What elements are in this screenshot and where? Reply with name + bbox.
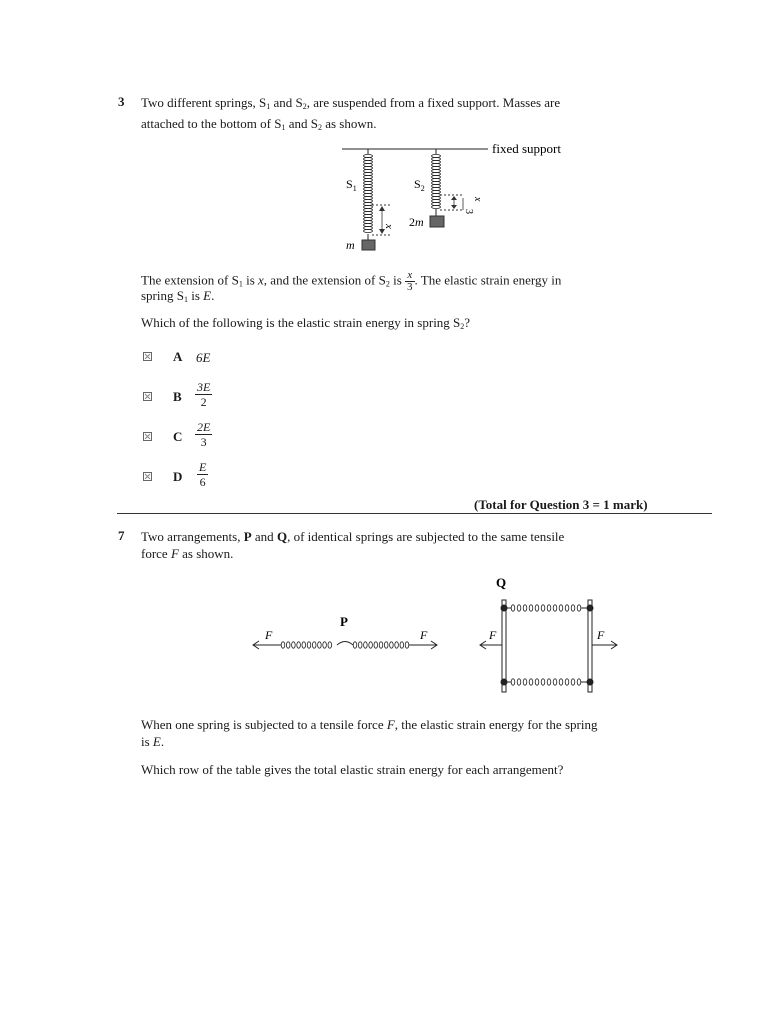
question-7-info [141, 716, 597, 750]
spring-coil [369, 642, 373, 648]
option-c-fraction: $\frac{2E}{3}$ [197, 420, 211, 449]
q7-bold: P [243, 529, 252, 544]
q3-text: and S [270, 95, 303, 110]
q3-text: is [187, 288, 204, 303]
spring-coil [328, 642, 332, 648]
spring-coil [541, 605, 545, 611]
spring-coil [565, 679, 569, 685]
q3-text: ? [464, 315, 471, 330]
spring-coil [571, 605, 575, 611]
option-d-letter: D [173, 469, 183, 484]
s2-ext-den: 3 [463, 209, 474, 214]
q3-text: Which of the following is the elastic strain energy in spring S [141, 315, 461, 330]
q3-sub: 1 [266, 102, 271, 111]
force-right-p: F [420, 628, 428, 642]
q3-text: is [242, 272, 259, 288]
spring-s1 [364, 154, 373, 232]
q3-text: , and the extension of S [263, 272, 386, 288]
spring-coil [379, 642, 383, 648]
arrangements-diagram [245, 572, 635, 696]
option-d-checkbox[interactable] [143, 472, 152, 481]
mass-m [362, 240, 375, 250]
p-label: P [340, 614, 348, 629]
question-3-prompt [141, 314, 470, 335]
springs-diagram [330, 138, 580, 258]
q3-sub: 2 [302, 102, 307, 111]
q3-text: spring S [141, 288, 184, 303]
question-7-number: 7 [118, 528, 125, 543]
option-a-value: 6E [196, 350, 211, 365]
spring-coil [395, 642, 399, 648]
question-3-total: (Total for Question 3 = 1 mark) [474, 497, 648, 512]
option-a-letter: A [173, 349, 183, 364]
spring-coil [517, 605, 521, 611]
spring-p2 [353, 642, 409, 648]
force-left-p: F [265, 628, 273, 642]
spring-coil [323, 642, 327, 648]
spring-coil [523, 605, 527, 611]
ext-fraction: $\frac{x}{3}$ [407, 269, 413, 293]
question-3-number: 3 [118, 94, 125, 109]
q3-text: and S [285, 116, 318, 131]
option-c-checkbox[interactable] [143, 432, 152, 441]
spring-coil [565, 605, 569, 611]
s2-ext-num: x [472, 197, 483, 202]
spring-coil [286, 642, 290, 648]
option-b-checkbox[interactable] [143, 392, 152, 401]
force-right-q: F [597, 628, 605, 642]
q7-text: force [141, 546, 171, 561]
spring-coil [541, 679, 545, 685]
force-left-q: F [489, 628, 497, 642]
spring-coil [400, 642, 404, 648]
q3-text: , are suspended from a fixed support. Masses are [306, 95, 561, 110]
q3-text: attached to the bottom of S [141, 116, 282, 131]
spring-coil [374, 642, 378, 648]
spring-coil [511, 605, 515, 611]
q7-var: F [386, 717, 395, 732]
question-7-stem [141, 528, 564, 562]
option-b-fraction: $\frac{3E}{2}$ [197, 380, 211, 409]
q3-sub: 2 [460, 322, 465, 331]
mass-m-label: m [346, 238, 355, 252]
q3-text: . The elastic strain energy in [414, 272, 562, 288]
option-b-letter: B [173, 389, 182, 404]
q7-text: When one spring is subjected to a tensile force [141, 717, 387, 732]
spring-coil [523, 679, 527, 685]
spring-coil [405, 642, 409, 648]
spring-coil [353, 642, 357, 648]
q7-text: is [141, 734, 153, 749]
q7-var: E [152, 734, 161, 749]
q7-text: as shown. [178, 546, 234, 561]
spring-coil [302, 642, 306, 648]
mass-2m-label: 2m [409, 215, 424, 229]
q7-text: Two arrangements, [141, 529, 244, 544]
q3-text: is [389, 272, 406, 288]
q3-text: as shown. [321, 116, 377, 131]
option-c-letter: C [173, 429, 183, 444]
spring-coil [517, 679, 521, 685]
spring-coil [384, 642, 388, 648]
q3-sub: 2 [317, 123, 322, 132]
spring-coil [529, 605, 533, 611]
spring-coil [535, 605, 539, 611]
spring-coil [511, 679, 515, 685]
spring-coil [318, 642, 322, 648]
spring-coil [571, 679, 575, 685]
spring-coil [547, 605, 551, 611]
spring-coil [390, 642, 394, 648]
option-d-fraction: $\frac{E}{6}$ [199, 460, 207, 489]
spring-coil [297, 642, 301, 648]
spring-coil [559, 679, 563, 685]
spring-coil [553, 605, 557, 611]
q3-sub: 1 [238, 279, 243, 289]
spring-p1 [281, 642, 331, 648]
q7-text: , the elastic strain energy for the spring [394, 717, 598, 732]
spring-q-top [506, 605, 588, 611]
spring-coil [559, 605, 563, 611]
spring-coil [281, 642, 285, 648]
question-7-prompt: Which row of the table gives the total elastic strain energy for each arrangement? [141, 762, 564, 777]
section-divider [117, 513, 712, 514]
q3-sub: 2 [385, 279, 390, 289]
q7-text: and [251, 529, 277, 544]
q3-text: Two different springs, S [141, 95, 267, 110]
option-a-checkbox[interactable] [143, 352, 152, 361]
question-3-extension-text-2 [141, 287, 214, 308]
q7-text: . [160, 734, 165, 749]
spring-coil [312, 642, 316, 648]
spring-coil [358, 642, 362, 648]
mass-2m [430, 216, 444, 227]
q-right-bar [588, 600, 592, 692]
spring-coil [535, 679, 539, 685]
q7-var: F [170, 546, 179, 561]
spring-coil [553, 679, 557, 685]
q-left-bar [502, 600, 506, 692]
spring-coil [364, 642, 368, 648]
q7-text: , of identical springs are subjected to the same tensile [287, 529, 565, 544]
spring-s2 [432, 154, 441, 208]
q7-bold: Q [276, 529, 288, 544]
question-3-stem [141, 94, 560, 136]
spring-q-bottom [506, 679, 588, 685]
q3-sub: 1 [183, 295, 188, 304]
s1-ext-label: x [383, 224, 395, 229]
spring-coil [577, 605, 581, 611]
fixed-support-label: fixed support [492, 141, 561, 156]
q3-sub: 1 [281, 123, 286, 132]
q-label: Q [496, 575, 507, 590]
s2-label: $S_2$ [414, 177, 425, 193]
q3-var: x [258, 272, 264, 288]
q3-var: E [203, 288, 212, 303]
spring-coil [307, 642, 311, 648]
spring-coil [529, 679, 533, 685]
spring-coil [292, 642, 296, 648]
q3-text: . [211, 288, 215, 303]
s1-label: $S_1$ [346, 177, 357, 193]
spring-coil [547, 679, 551, 685]
q3-text: The extension of S [141, 272, 239, 288]
spring-coil [577, 679, 581, 685]
